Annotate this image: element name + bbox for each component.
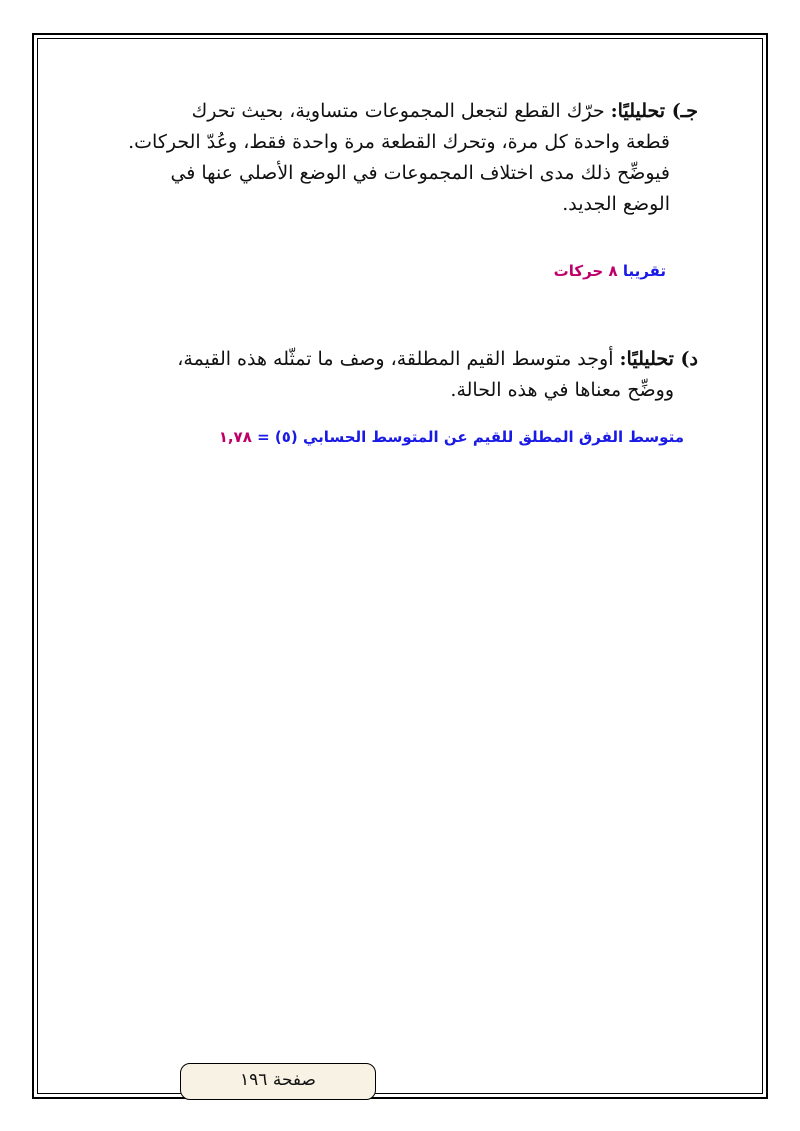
section-d-answer — [124, 428, 684, 446]
section-c-answer — [366, 262, 666, 280]
section-d — [108, 344, 698, 406]
section-c-label: جـ) تحليليًا: — [610, 100, 698, 122]
section-c-line-4: الوضع الجديد. — [562, 193, 670, 215]
section-d-label: د) تحليليًا: — [619, 348, 698, 370]
section-d-text-1: أوجد متوسط القيم المطلقة، وصف ما تمثّله هذه القيمة، — [177, 348, 614, 370]
section-c-text-1: حرّك القطع لتجعل المجموعات متساوية، بحيث تحرك — [191, 100, 605, 122]
section-d-line-2: ووضِّح معناها في هذه الحالة. — [450, 379, 674, 401]
section-c-line-2: قطعة واحدة كل مرة، وتحرك القطعة مرة واحدة فقط، وعُدّ الحركات. — [128, 131, 670, 153]
section-c-line-3: فيوضِّح ذلك مدى اختلاف المجموعات في الوضع الأصلي عنها في — [170, 162, 670, 184]
page-number-badge: صفحة ١٩٦ — [180, 1063, 376, 1100]
section-d-answer-prefix: متوسط الفرق المطلق للقيم عن المتوسط الحسابي (٥) = — [257, 428, 684, 446]
section-c — [108, 96, 698, 220]
section-c-answer-value: ٨ حركات — [553, 262, 618, 280]
section-d-line-1 — [108, 344, 698, 375]
section-d-answer-value: ١,٧٨ — [218, 428, 252, 446]
section-c-answer-prefix: تقريبا — [622, 262, 666, 280]
section-c-line-1 — [108, 96, 698, 127]
